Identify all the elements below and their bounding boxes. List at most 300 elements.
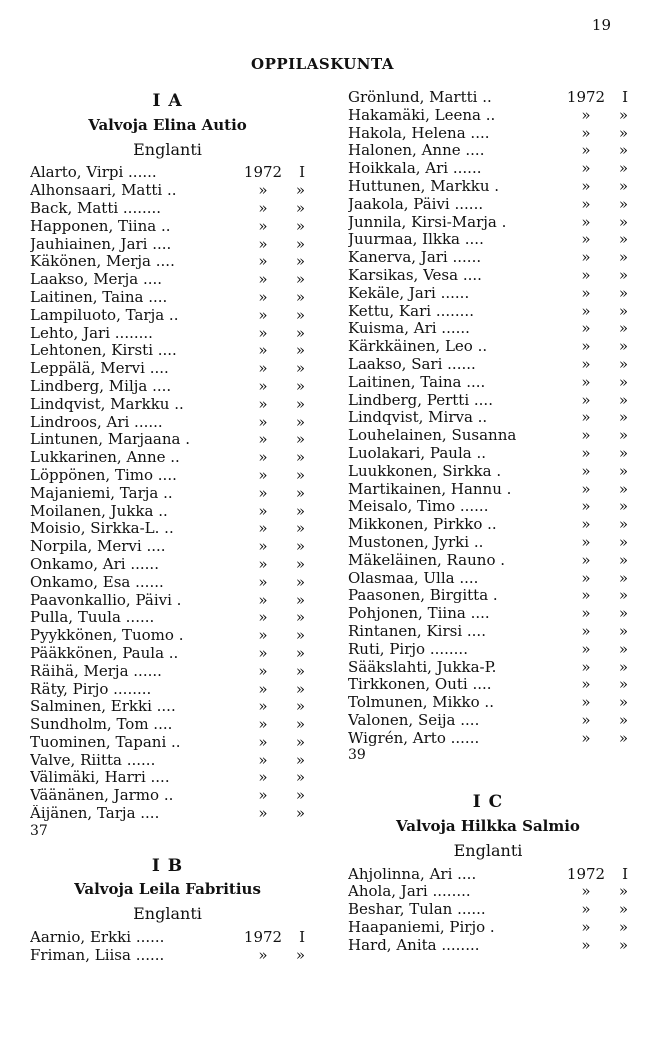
student-row [348,285,628,303]
student-class: » [295,768,305,787]
student-year: » [581,443,591,462]
student-class: » [295,270,305,289]
student-row [348,409,628,427]
student-class: » [295,732,305,751]
student-row [348,623,628,641]
student-year: » [258,750,268,769]
student-name: Onkamo, Ari ...... [30,555,159,573]
student-year: » [581,568,591,587]
student-year: » [581,319,591,338]
student-name: Tirkkonen, Outi .... [348,676,492,694]
student-year: » [581,882,591,901]
student-row [30,236,305,254]
student-year: » [581,301,591,320]
student-class: » [618,212,628,231]
student-name: Lintunen, Marjaana . [30,431,190,449]
student-year: » [258,804,268,823]
student-year: 1972 [243,928,283,947]
student-list-1b [30,929,305,965]
student-name: Haapaniemi, Pirjo . [348,919,495,937]
student-name: Laitinen, Taina .... [30,288,168,306]
student-row [348,338,628,356]
student-row [30,592,305,610]
student-year: 1972 [566,88,606,106]
student-class: » [618,390,628,409]
student-row [348,214,628,232]
student-class: I [622,864,628,883]
language-1c: Englanti [453,840,523,860]
class-heading-1b: I B [151,855,184,876]
left-column [30,90,305,965]
student-year: » [581,337,591,356]
student-name: Louhelainen, Susanna [348,427,517,445]
student-class: I [299,163,305,182]
student-class: » [295,643,305,662]
student-name: Happonen, Tiina .. [30,217,171,235]
student-row [30,164,305,182]
student-row [348,160,628,178]
student-class: » [618,621,628,640]
student-name: Salminen, Erkki .... [30,698,176,716]
class-heading-1c: I C [472,792,504,813]
student-year: » [258,608,268,627]
student-class: » [295,305,305,324]
student-name: Luolakari, Paula .. [348,444,486,462]
student-class: » [295,501,305,520]
student-name: Lehto, Jari ........ [30,324,153,342]
student-name: Lindberg, Milja .... [30,377,172,395]
student-class: » [618,426,628,445]
student-row [348,320,628,338]
student-year: » [258,412,268,431]
student-row [30,360,305,378]
student-year: » [258,465,268,484]
student-row [30,467,305,485]
student-year: » [258,945,268,964]
student-class: » [618,675,628,694]
student-name: Tolmunen, Mikko .. [348,694,494,712]
student-name: Lindroos, Ari ...... [30,413,163,431]
student-name: Beshar, Tulan ...... [348,901,486,919]
student-row [348,231,628,249]
student-year: » [581,710,591,729]
student-year: » [581,159,591,178]
student-name: Pyykkönen, Tuomo . [30,627,184,645]
student-row [30,645,305,663]
student-class: » [295,234,305,253]
student-class: » [295,626,305,645]
student-name: Halonen, Anne .... [348,142,485,160]
student-class: » [618,159,628,178]
student-list-1b-continued [348,89,628,747]
student-year: » [581,123,591,142]
student-class: » [295,804,305,823]
student-class: » [618,354,628,373]
student-year: » [581,657,591,676]
student-year: » [258,732,268,751]
student-row [30,378,305,396]
student-class: » [295,945,305,964]
student-name: Lindqvist, Mirva .. [348,409,488,427]
student-name: Kekäle, Jari ...... [348,284,470,302]
student-year: » [581,372,591,391]
student-class: » [295,661,305,680]
student-class: » [618,728,628,747]
supervisor-1c: Valvoja Hilkka Salmio [396,817,580,836]
student-class: » [295,287,305,306]
student-class: » [618,123,628,142]
student-row [30,681,305,699]
student-name: Paavonkallio, Päivi . [30,591,182,609]
student-year: » [581,461,591,480]
student-class: » [618,194,628,213]
student-class: » [618,337,628,356]
student-year: » [258,537,268,556]
class-heading-1a: I A [152,91,183,111]
student-row [348,481,628,499]
student-name: Back, Matti ........ [30,199,162,217]
student-count-1b: 39 [348,747,366,764]
student-class: » [618,918,628,937]
student-row [30,947,305,965]
student-year: » [581,532,591,551]
student-class: » [295,554,305,573]
student-name: Pääkkönen, Paula .. [30,644,179,662]
student-class: » [618,319,628,338]
student-name: Karsikas, Vesa .... [348,266,482,284]
student-row [348,516,628,534]
student-row [30,200,305,218]
student-name: Hakamäki, Leena .. [348,106,496,124]
student-row [348,676,628,694]
student-year: » [581,515,591,534]
student-class: » [295,715,305,734]
student-class: » [618,515,628,534]
student-row [348,142,628,160]
student-name: Norpila, Mervi .... [30,538,166,556]
student-class: » [618,532,628,551]
student-class: » [295,786,305,805]
student-row [30,627,305,645]
student-year: » [581,390,591,409]
student-name: Kettu, Kari ........ [348,302,474,320]
student-year: 1972 [566,864,606,883]
student-class: » [295,198,305,217]
student-class: » [618,176,628,195]
student-year: » [258,394,268,413]
student-year: » [581,935,591,954]
student-year: » [258,572,268,591]
student-row [348,866,628,884]
student-row [348,427,628,445]
student-name: Mäkeläinen, Rauno . [348,551,506,569]
student-class: » [295,216,305,235]
student-year: » [258,323,268,342]
student-row [348,107,628,125]
student-name: Välimäki, Harri .... [30,769,170,787]
student-row [30,609,305,627]
student-row [348,712,628,730]
student-row [30,520,305,538]
student-year: » [258,359,268,378]
student-row [30,805,305,823]
student-year: » [258,287,268,306]
student-name: Alhonsaari, Matti .. [30,182,177,200]
student-name: Leppälä, Mervi .... [30,360,169,378]
student-class: » [295,679,305,698]
student-row [348,919,628,937]
student-count-1a: 37 [30,822,48,839]
student-class: » [295,376,305,395]
student-year: » [581,675,591,694]
student-name: Onkamo, Esa ...... [30,573,164,591]
student-name: Väänänen, Jarmo .. [30,787,174,805]
student-row [348,249,628,267]
student-year: » [258,697,268,716]
student-class: » [295,341,305,360]
student-row [30,485,305,503]
right-column [348,89,628,955]
student-list-1c [348,866,628,955]
student-year: » [258,626,268,645]
student-name: Rintanen, Kirsi .... [348,622,486,640]
student-year: » [581,479,591,498]
student-year: » [258,661,268,680]
student-name: Löppönen, Timo .... [30,466,177,484]
student-class: » [295,465,305,484]
student-row [348,356,628,374]
student-name: Pulla, Tuula ...... [30,609,155,627]
student-year: » [258,679,268,698]
student-class: » [618,550,628,569]
student-year: » [258,252,268,271]
student-name: Räihä, Merja ...... [30,662,162,680]
student-year: » [258,198,268,217]
student-name: Paasonen, Birgitta . [348,587,498,605]
student-class: » [618,461,628,480]
student-name: Lukkarinen, Anne .. [30,449,180,467]
student-class: » [618,479,628,498]
student-class: » [295,394,305,413]
student-class: » [618,248,628,267]
student-name: Hoikkala, Ari ...... [348,160,482,178]
language-1b: Englanti [133,904,202,924]
student-class: » [295,323,305,342]
student-class: » [618,230,628,249]
student-name: Tuominen, Tapani .. [30,733,181,751]
student-row [30,574,305,592]
student-name: Lehtonen, Kirsti .... [30,342,177,360]
student-class: » [618,408,628,427]
student-year: » [581,176,591,195]
student-name: Ruti, Pirjo ........ [348,640,468,658]
student-row [30,414,305,432]
student-class: » [618,586,628,605]
student-year: » [581,918,591,937]
student-name: Aarnio, Erkki ...... [30,929,165,947]
student-class: » [295,697,305,716]
student-class: » [295,412,305,431]
student-name: Käkönen, Merja .... [30,253,175,271]
student-year: » [581,230,591,249]
student-name: Pohjonen, Tiina .... [348,605,490,623]
student-row [30,556,305,574]
student-name: Kuisma, Ari ...... [348,320,470,338]
student-row [348,641,628,659]
student-year: » [258,234,268,253]
student-year: » [581,141,591,160]
student-year: » [581,693,591,712]
student-class: » [618,568,628,587]
student-year: » [258,430,268,449]
student-class: » [618,710,628,729]
student-year: » [258,181,268,200]
student-year: » [581,604,591,623]
student-name: Jaakola, Päivi ...... [348,195,484,213]
student-name: Meisalo, Timo ...... [348,498,489,516]
student-row [348,392,628,410]
language-1a: Englanti [133,139,202,159]
student-name: Räty, Pirjo ........ [30,680,152,698]
student-year: » [258,216,268,235]
student-name: Grönlund, Martti .. [348,89,492,106]
student-year: » [581,354,591,373]
student-row [348,659,628,677]
student-class: » [618,604,628,623]
student-class: » [295,430,305,449]
student-row [348,694,628,712]
student-row [348,605,628,623]
student-year: » [581,586,591,605]
student-row [30,734,305,752]
student-row [348,498,628,516]
student-name: Wigrén, Arto ...... [348,729,480,747]
student-row [30,752,305,770]
student-row [30,449,305,467]
student-year: » [258,768,268,787]
student-row [30,503,305,521]
student-year: » [581,900,591,919]
student-row [348,267,628,285]
student-class: I [299,928,305,947]
supervisor-1b: Valvoja Leila Fabritius [74,880,261,899]
student-class: » [295,252,305,271]
student-row [30,325,305,343]
student-year: » [581,105,591,124]
student-class: » [618,301,628,320]
student-year: » [258,715,268,734]
student-name: Kärkkäinen, Leo .. [348,338,488,356]
student-year: » [258,305,268,324]
student-name: Moisio, Sirkka-L. .. [30,520,174,538]
student-year: » [258,519,268,538]
student-year: 1972 [243,163,283,182]
student-year: » [258,554,268,573]
student-year: » [581,194,591,213]
student-row [348,125,628,143]
student-class: » [618,443,628,462]
supervisor-1a: Valvoja Elina Autio [88,115,247,134]
student-row [30,271,305,289]
student-name: Friman, Liisa ...... [30,946,165,964]
student-row [30,787,305,805]
student-year: » [258,341,268,360]
student-class: » [618,900,628,919]
student-class: » [295,359,305,378]
student-row [348,303,628,321]
student-year: » [581,212,591,231]
student-row [30,431,305,449]
student-row [30,769,305,787]
student-row [30,396,305,414]
student-class: » [618,693,628,712]
student-year: » [258,786,268,805]
student-name: Huttunen, Markku . [348,177,500,195]
student-row [348,570,628,588]
student-year: » [258,643,268,662]
student-name: Mikkonen, Pirkko .. [348,516,497,534]
student-row [348,196,628,214]
student-name: Juurmaa, Ilkka .... [348,231,484,249]
student-year: » [581,621,591,640]
student-name: Mustonen, Jyrki .. [348,533,484,551]
page-number: 19 [591,16,611,34]
student-year: » [258,448,268,467]
student-name: Valve, Riitta ...... [30,751,156,769]
student-year: » [581,550,591,569]
student-row [348,730,628,748]
student-name: Lindqvist, Markku .. [30,395,184,413]
student-row [30,253,305,271]
student-class: » [618,141,628,160]
student-class: » [295,181,305,200]
student-name: Laakso, Merja .... [30,271,163,289]
student-row [30,218,305,236]
student-class: » [618,639,628,658]
student-name: Alarto, Virpi ...... [30,164,157,182]
student-row [30,663,305,681]
page-title: OPPILASKUNTA [251,55,394,73]
student-name: Olasmaa, Ulla .... [348,569,479,587]
student-year: » [258,501,268,520]
student-row [348,883,628,901]
student-class: » [618,497,628,516]
student-name: Laakso, Sari ...... [348,355,476,373]
student-row [348,445,628,463]
student-row [30,538,305,556]
student-name: Moilanen, Jukka .. [30,502,168,520]
student-row [30,716,305,734]
student-row [348,937,628,955]
student-class: » [618,882,628,901]
student-class: » [618,105,628,124]
student-class: » [295,483,305,502]
student-class: » [295,572,305,591]
student-row [30,342,305,360]
student-row [348,534,628,552]
student-class: » [618,265,628,284]
student-name: Sundholm, Tom .... [30,716,173,734]
student-year: » [581,283,591,302]
student-year: » [581,408,591,427]
student-row [30,289,305,307]
student-class: » [295,590,305,609]
student-row [348,901,628,919]
student-year: » [258,270,268,289]
student-year: » [581,426,591,445]
student-class: » [295,448,305,467]
student-name: Hakola, Helena .... [348,124,490,142]
